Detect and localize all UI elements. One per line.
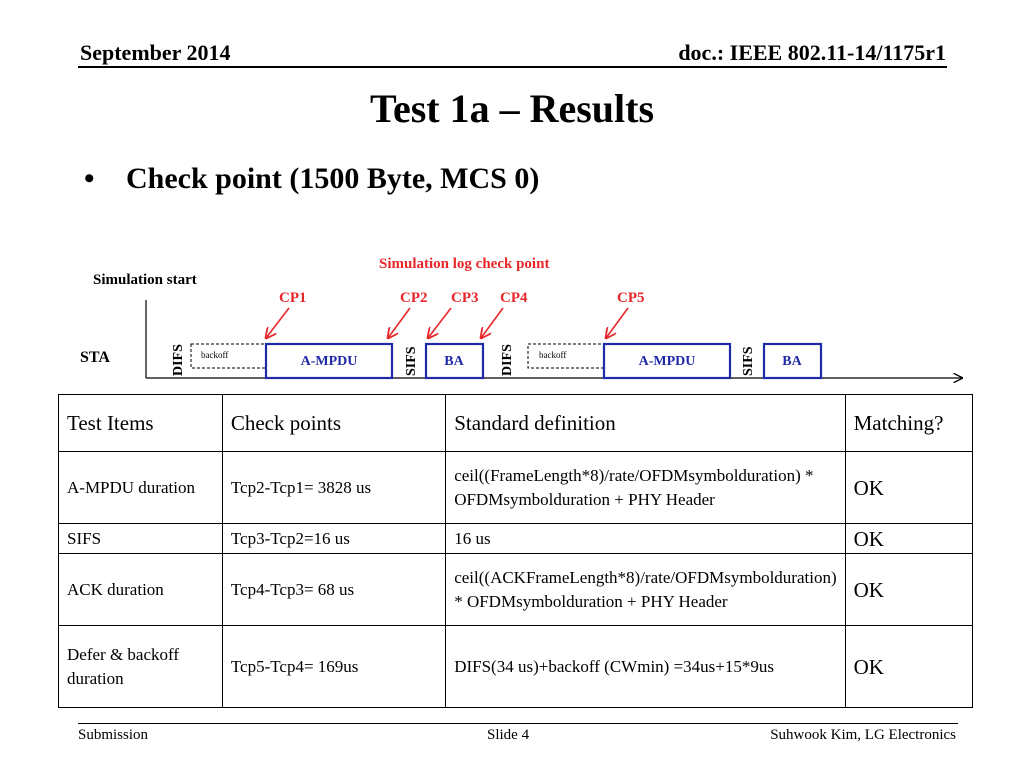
cp4-arrow [481, 308, 503, 338]
header-matching: Matching? [845, 395, 972, 452]
cp3-label: CP3 [451, 290, 479, 306]
difs-label-2: DIFS [500, 344, 515, 376]
footer-author: Suhwook Kim, LG Electronics [770, 727, 956, 743]
table-row [59, 452, 973, 524]
cp5-arrow [606, 308, 628, 338]
cell-test-item: A-MPDU duration [59, 452, 223, 524]
header-doc-id: doc.: IEEE 802.11-14/1175r1 [678, 40, 946, 65]
cell-definition: DIFS(34 us)+backoff (CWmin) =34us+15*9us [446, 626, 845, 708]
timing-diagram [0, 240, 1024, 390]
bullet-icon: • [84, 162, 95, 195]
cp1-label: CP1 [279, 290, 307, 306]
cell-check-point: Tcp2-Tcp1= 3828 us [222, 452, 445, 524]
cell-check-point: Tcp5-Tcp4= 169us [222, 626, 445, 708]
cell-definition: ceil((FrameLength*8)/rate/OFDMsymbolduration) * OFDMsymbolduration + PHY Header [446, 452, 845, 524]
simulation-start-label: Simulation start [93, 272, 197, 288]
cp4-label: CP4 [500, 290, 528, 306]
cell-test-item: SIFS [59, 524, 223, 554]
header-check-points: Check points [222, 395, 445, 452]
header-divider [78, 66, 947, 68]
table-row [59, 554, 973, 626]
footer-slide-number: Slide 4 [487, 727, 530, 743]
difs-label-1: DIFS [171, 344, 186, 376]
cp2-arrow [388, 308, 410, 338]
cp1-arrow [266, 308, 289, 338]
footer-divider [78, 723, 958, 724]
cp5-label: CP5 [617, 290, 645, 306]
cell-definition: 16 us [446, 524, 845, 554]
slide-title: Test 1a – Results [369, 86, 655, 131]
cp3-arrow [428, 308, 451, 338]
cell-definition: ceil((ACKFrameLength*8)/rate/OFDMsymbolduration) * OFDMsymbolduration + PHY Header [446, 554, 845, 626]
table-row [59, 626, 973, 708]
cell-matching: OK [845, 626, 972, 708]
cell-check-point: Tcp3-Tcp2=16 us [222, 524, 445, 554]
header-test-items: Test Items [59, 395, 223, 452]
cell-matching: OK [845, 554, 972, 626]
ba-label-2: BA [782, 354, 802, 369]
results-table [58, 394, 973, 708]
cell-matching: OK [845, 524, 972, 554]
cell-test-item: ACK duration [59, 554, 223, 626]
backoff-label-2: backoff [539, 350, 567, 360]
ampdu-label-2: A-MPDU [638, 354, 696, 369]
sifs-label-1: SIFS [404, 346, 419, 376]
header-date: September 2014 [80, 40, 231, 65]
log-check-label: Simulation log check point [379, 256, 550, 272]
bullet-item [84, 162, 539, 196]
bullet-text: Check point (1500 Byte, MCS 0) [126, 162, 540, 195]
cp2-label: CP2 [400, 290, 428, 306]
table-header-row [59, 395, 973, 452]
cell-check-point: Tcp4-Tcp3= 68 us [222, 554, 445, 626]
ampdu-label-1: A-MPDU [300, 354, 358, 369]
header-standard-definition: Standard definition [446, 395, 845, 452]
sta-label: STA [80, 349, 110, 366]
backoff-label-1: backoff [201, 350, 229, 360]
cell-test-item: Defer & backoff duration [59, 626, 223, 708]
cell-matching: OK [845, 452, 972, 524]
sifs-label-2: SIFS [741, 346, 756, 376]
footer-submission: Submission [78, 727, 149, 743]
table-row [59, 524, 973, 554]
ba-label-1: BA [444, 354, 464, 369]
